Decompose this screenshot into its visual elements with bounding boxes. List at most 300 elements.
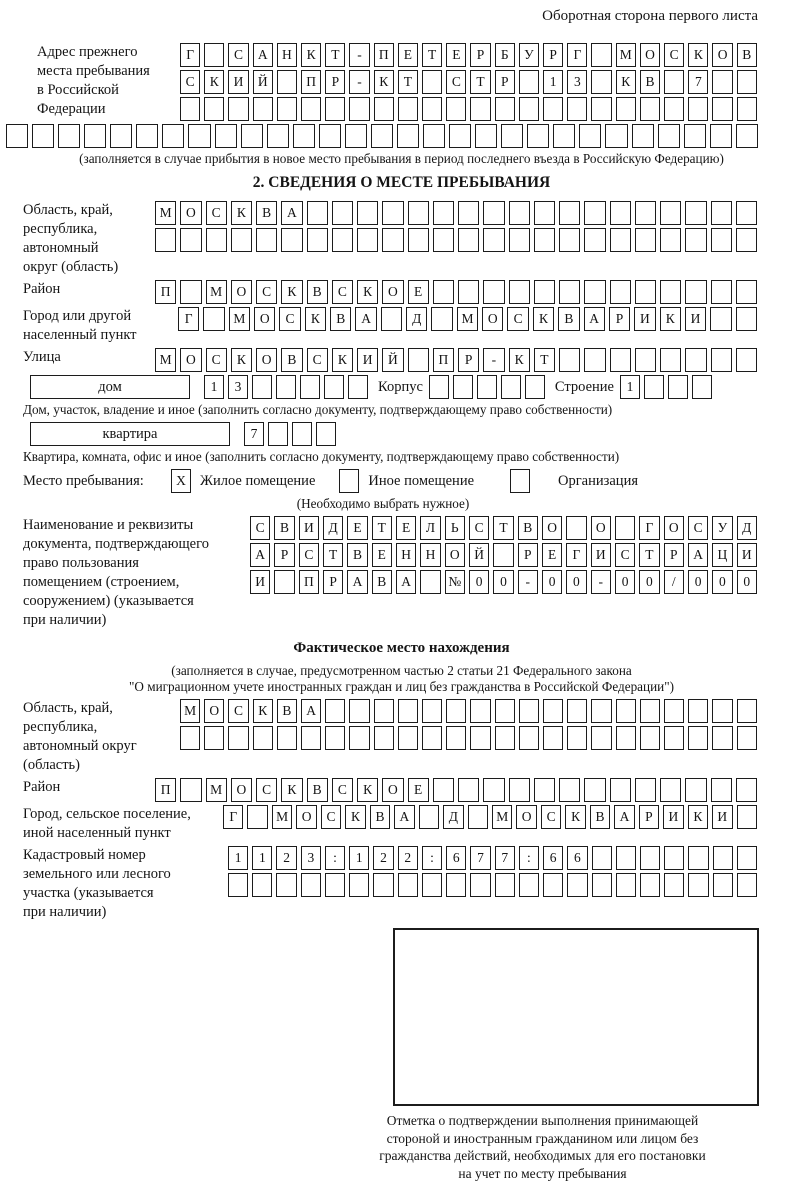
char-box[interactable] <box>559 348 580 372</box>
char-box[interactable]: / <box>664 570 684 594</box>
char-box[interactable]: К <box>253 699 273 723</box>
char-box[interactable]: - <box>483 348 504 372</box>
char-box[interactable]: Р <box>325 70 345 94</box>
char-box[interactable]: Е <box>408 778 429 802</box>
char-box[interactable] <box>635 280 656 304</box>
char-box[interactable] <box>509 778 530 802</box>
char-box[interactable] <box>640 846 660 870</box>
char-box[interactable]: И <box>591 543 611 567</box>
char-box[interactable]: Р <box>458 348 479 372</box>
char-box[interactable]: С <box>228 43 248 67</box>
char-box[interactable]: Д <box>406 307 427 331</box>
char-box[interactable]: О <box>254 307 275 331</box>
char-box[interactable]: Г <box>180 43 200 67</box>
char-box[interactable]: 0 <box>615 570 635 594</box>
char-box[interactable]: И <box>685 307 706 331</box>
char-box[interactable]: О <box>180 348 201 372</box>
char-box[interactable] <box>616 97 636 121</box>
char-box[interactable]: Т <box>534 348 555 372</box>
char-box[interactable]: - <box>591 570 611 594</box>
char-box[interactable] <box>204 43 224 67</box>
char-box[interactable]: С <box>541 805 561 829</box>
char-box[interactable] <box>553 124 575 148</box>
char-box[interactable]: В <box>518 516 538 540</box>
char-box[interactable]: К <box>332 348 353 372</box>
char-box[interactable]: А <box>614 805 634 829</box>
char-box[interactable]: С <box>615 543 635 567</box>
char-box[interactable]: А <box>253 43 273 67</box>
char-box[interactable] <box>433 228 454 252</box>
char-box[interactable] <box>567 699 587 723</box>
char-box[interactable]: Й <box>253 70 273 94</box>
char-box[interactable]: К <box>305 307 326 331</box>
char-box[interactable]: О <box>204 699 224 723</box>
char-box[interactable]: Е <box>446 43 466 67</box>
char-box[interactable] <box>640 726 660 750</box>
char-box[interactable]: 6 <box>543 846 563 870</box>
char-box[interactable]: О <box>445 543 465 567</box>
char-box[interactable]: : <box>519 846 539 870</box>
char-box[interactable] <box>591 726 611 750</box>
char-box[interactable] <box>668 375 688 399</box>
char-box[interactable] <box>559 201 580 225</box>
char-box[interactable] <box>349 699 369 723</box>
char-box[interactable]: А <box>688 543 708 567</box>
char-box[interactable] <box>458 280 479 304</box>
char-box[interactable]: В <box>277 699 297 723</box>
char-box[interactable] <box>180 228 201 252</box>
char-box[interactable] <box>615 516 635 540</box>
char-box[interactable] <box>155 228 176 252</box>
char-box[interactable]: Р <box>518 543 538 567</box>
char-box[interactable] <box>527 124 549 148</box>
char-box[interactable] <box>345 124 367 148</box>
char-box[interactable] <box>398 699 418 723</box>
char-box[interactable] <box>374 97 394 121</box>
char-box[interactable]: И <box>634 307 655 331</box>
char-box[interactable]: С <box>206 201 227 225</box>
actual-city-row[interactable] <box>223 805 757 829</box>
char-box[interactable]: К <box>357 778 378 802</box>
char-box[interactable] <box>711 348 732 372</box>
char-box[interactable] <box>664 70 684 94</box>
char-box[interactable]: К <box>533 307 554 331</box>
char-box[interactable] <box>519 97 539 121</box>
char-box[interactable] <box>495 699 515 723</box>
char-box[interactable]: А <box>301 699 321 723</box>
char-box[interactable]: С <box>664 43 684 67</box>
actual-region-row-2[interactable] <box>180 726 757 750</box>
char-box[interactable]: 0 <box>469 570 489 594</box>
char-box[interactable]: Р <box>274 543 294 567</box>
char-box[interactable] <box>32 124 54 148</box>
char-box[interactable]: 2 <box>276 846 296 870</box>
char-box[interactable] <box>470 726 490 750</box>
char-box[interactable]: Р <box>664 543 684 567</box>
right-document-row-3[interactable] <box>250 570 757 594</box>
char-box[interactable] <box>509 280 530 304</box>
char-box[interactable]: С <box>256 778 277 802</box>
prev-address-row-4[interactable] <box>6 124 758 148</box>
char-box[interactable]: М <box>616 43 636 67</box>
actual-region-row-1[interactable] <box>180 699 757 723</box>
char-box[interactable] <box>610 348 631 372</box>
char-box[interactable]: И <box>712 805 732 829</box>
char-box[interactable] <box>398 97 418 121</box>
char-box[interactable]: С <box>228 699 248 723</box>
region-row-1[interactable] <box>155 201 757 225</box>
korpus-boxes[interactable] <box>429 375 545 399</box>
char-box[interactable] <box>584 778 605 802</box>
char-box[interactable] <box>685 228 706 252</box>
char-box[interactable]: В <box>274 516 294 540</box>
char-box[interactable]: П <box>433 348 454 372</box>
char-box[interactable]: 7 <box>688 70 708 94</box>
char-box[interactable]: В <box>307 280 328 304</box>
char-box[interactable] <box>292 422 312 446</box>
char-box[interactable]: Б <box>495 43 515 67</box>
char-box[interactable] <box>579 124 601 148</box>
char-box[interactable] <box>736 124 758 148</box>
char-box[interactable]: К <box>281 778 302 802</box>
char-box[interactable] <box>422 70 442 94</box>
char-box[interactable]: Н <box>277 43 297 67</box>
char-box[interactable]: И <box>737 543 757 567</box>
char-box[interactable]: С <box>307 348 328 372</box>
char-box[interactable]: 1 <box>252 846 272 870</box>
char-box[interactable] <box>206 228 227 252</box>
char-box[interactable] <box>453 375 473 399</box>
char-box[interactable]: 7 <box>244 422 264 446</box>
char-box[interactable] <box>543 97 563 121</box>
char-box[interactable] <box>519 70 539 94</box>
char-box[interactable] <box>470 97 490 121</box>
char-box[interactable] <box>357 201 378 225</box>
char-box[interactable]: К <box>374 70 394 94</box>
char-box[interactable]: К <box>231 201 252 225</box>
char-box[interactable] <box>231 228 252 252</box>
char-box[interactable]: С <box>469 516 489 540</box>
char-box[interactable]: Т <box>323 543 343 567</box>
char-box[interactable] <box>477 375 497 399</box>
char-box[interactable] <box>658 124 680 148</box>
char-box[interactable] <box>712 726 732 750</box>
stroenie-boxes[interactable] <box>620 375 712 399</box>
city-row[interactable] <box>178 307 757 331</box>
char-box[interactable]: Р <box>495 70 515 94</box>
char-box[interactable] <box>429 375 449 399</box>
char-box[interactable] <box>584 228 605 252</box>
char-box[interactable] <box>736 228 757 252</box>
char-box[interactable]: О <box>231 778 252 802</box>
char-box[interactable] <box>501 124 523 148</box>
char-box[interactable]: М <box>272 805 292 829</box>
char-box[interactable]: 0 <box>566 570 586 594</box>
char-box[interactable]: Д <box>323 516 343 540</box>
char-box[interactable]: 7 <box>470 846 490 870</box>
char-box[interactable]: Т <box>639 543 659 567</box>
char-box[interactable]: Р <box>543 43 563 67</box>
char-box[interactable] <box>660 778 681 802</box>
char-box[interactable] <box>180 726 200 750</box>
char-box[interactable] <box>203 307 224 331</box>
district-row[interactable] <box>155 280 757 304</box>
char-box[interactable] <box>664 97 684 121</box>
char-box[interactable] <box>712 70 732 94</box>
char-box[interactable]: С <box>206 348 227 372</box>
char-box[interactable] <box>610 280 631 304</box>
char-box[interactable]: Г <box>639 516 659 540</box>
char-box[interactable] <box>204 726 224 750</box>
right-document-row-2[interactable] <box>250 543 757 567</box>
char-box[interactable]: А <box>394 805 414 829</box>
char-box[interactable]: 0 <box>688 570 708 594</box>
char-box[interactable] <box>470 873 490 897</box>
char-box[interactable] <box>307 228 328 252</box>
char-box[interactable] <box>616 873 636 897</box>
char-box[interactable] <box>610 778 631 802</box>
char-box[interactable] <box>640 873 660 897</box>
char-box[interactable]: П <box>299 570 319 594</box>
char-box[interactable]: В <box>558 307 579 331</box>
char-box[interactable]: П <box>155 280 176 304</box>
char-box[interactable]: Й <box>469 543 489 567</box>
char-box[interactable]: К <box>616 70 636 94</box>
char-box[interactable] <box>710 124 732 148</box>
char-box[interactable] <box>325 726 345 750</box>
char-box[interactable]: 6 <box>446 846 466 870</box>
char-box[interactable]: Д <box>443 805 463 829</box>
char-box[interactable] <box>180 778 201 802</box>
char-box[interactable] <box>316 422 336 446</box>
char-box[interactable] <box>423 124 445 148</box>
stay-option-other-checkbox[interactable] <box>339 469 359 493</box>
char-box[interactable]: 6 <box>567 846 587 870</box>
char-box[interactable]: В <box>281 348 302 372</box>
char-box[interactable] <box>685 201 706 225</box>
char-box[interactable]: А <box>355 307 376 331</box>
char-box[interactable] <box>483 778 504 802</box>
char-box[interactable]: - <box>518 570 538 594</box>
char-box[interactable]: - <box>349 43 369 67</box>
char-box[interactable] <box>559 778 580 802</box>
char-box[interactable]: О <box>664 516 684 540</box>
region-row-2[interactable] <box>155 228 757 252</box>
char-box[interactable] <box>591 699 611 723</box>
char-box[interactable] <box>325 699 345 723</box>
char-box[interactable] <box>685 348 706 372</box>
char-box[interactable]: С <box>299 543 319 567</box>
char-box[interactable] <box>711 280 732 304</box>
char-box[interactable] <box>458 778 479 802</box>
char-box[interactable] <box>408 348 429 372</box>
char-box[interactable] <box>509 201 530 225</box>
right-document-row-1[interactable] <box>250 516 757 540</box>
char-box[interactable] <box>664 873 684 897</box>
char-box[interactable] <box>398 873 418 897</box>
char-box[interactable] <box>382 201 403 225</box>
char-box[interactable]: 1 <box>228 846 248 870</box>
char-box[interactable]: 1 <box>204 375 224 399</box>
char-box[interactable] <box>664 726 684 750</box>
char-box[interactable]: С <box>688 516 708 540</box>
char-box[interactable] <box>688 699 708 723</box>
char-box[interactable]: Г <box>566 543 586 567</box>
char-box[interactable]: И <box>299 516 319 540</box>
char-box[interactable]: 2 <box>398 846 418 870</box>
char-box[interactable]: Т <box>422 43 442 67</box>
char-box[interactable] <box>566 516 586 540</box>
char-box[interactable] <box>519 873 539 897</box>
char-box[interactable] <box>180 280 201 304</box>
char-box[interactable] <box>256 228 277 252</box>
char-box[interactable] <box>632 124 654 148</box>
char-box[interactable] <box>519 726 539 750</box>
char-box[interactable]: М <box>155 348 176 372</box>
char-box[interactable]: К <box>231 348 252 372</box>
char-box[interactable] <box>276 375 296 399</box>
char-box[interactable]: В <box>640 70 660 94</box>
char-box[interactable] <box>567 97 587 121</box>
char-box[interactable] <box>419 805 439 829</box>
char-box[interactable]: С <box>256 280 277 304</box>
house-number-boxes[interactable] <box>204 375 368 399</box>
char-box[interactable] <box>446 699 466 723</box>
char-box[interactable]: И <box>250 570 270 594</box>
char-box[interactable]: В <box>256 201 277 225</box>
actual-district-row[interactable] <box>155 778 757 802</box>
char-box[interactable] <box>591 97 611 121</box>
char-box[interactable]: М <box>457 307 478 331</box>
char-box[interactable]: К <box>565 805 585 829</box>
char-box[interactable] <box>635 201 656 225</box>
char-box[interactable]: У <box>519 43 539 67</box>
char-box[interactable] <box>276 873 296 897</box>
prev-address-row-1[interactable] <box>180 43 757 67</box>
char-box[interactable] <box>660 228 681 252</box>
char-box[interactable]: 0 <box>639 570 659 594</box>
char-box[interactable] <box>371 124 393 148</box>
char-box[interactable] <box>543 726 563 750</box>
char-box[interactable] <box>325 873 345 897</box>
char-box[interactable] <box>635 348 656 372</box>
char-box[interactable] <box>688 846 708 870</box>
char-box[interactable] <box>525 375 545 399</box>
char-box[interactable]: П <box>374 43 394 67</box>
char-box[interactable] <box>737 726 757 750</box>
cadastral-row-1[interactable] <box>228 846 757 870</box>
char-box[interactable] <box>307 201 328 225</box>
char-box[interactable] <box>610 228 631 252</box>
char-box[interactable] <box>349 873 369 897</box>
char-box[interactable]: : <box>422 846 442 870</box>
char-box[interactable] <box>458 201 479 225</box>
char-box[interactable] <box>274 570 294 594</box>
char-box[interactable]: 0 <box>712 570 732 594</box>
char-box[interactable] <box>422 726 442 750</box>
char-box[interactable]: К <box>688 43 708 67</box>
char-box[interactable] <box>664 699 684 723</box>
char-box[interactable] <box>559 228 580 252</box>
prev-address-row-3[interactable] <box>180 97 757 121</box>
char-box[interactable] <box>277 97 297 121</box>
char-box[interactable] <box>660 280 681 304</box>
char-box[interactable]: С <box>279 307 300 331</box>
char-box[interactable] <box>713 873 733 897</box>
char-box[interactable] <box>357 228 378 252</box>
char-box[interactable]: К <box>204 70 224 94</box>
char-box[interactable]: С <box>332 778 353 802</box>
char-box[interactable]: 1 <box>349 846 369 870</box>
char-box[interactable]: О <box>180 201 201 225</box>
char-box[interactable]: М <box>155 201 176 225</box>
char-box[interactable]: В <box>347 543 367 567</box>
char-box[interactable]: К <box>688 805 708 829</box>
char-box[interactable] <box>644 375 664 399</box>
char-box[interactable]: О <box>542 516 562 540</box>
char-box[interactable] <box>660 201 681 225</box>
char-box[interactable] <box>584 348 605 372</box>
char-box[interactable]: Ц <box>712 543 732 567</box>
char-box[interactable] <box>495 726 515 750</box>
char-box[interactable] <box>277 70 297 94</box>
char-box[interactable] <box>252 375 272 399</box>
apartment-boxes[interactable] <box>244 422 336 446</box>
char-box[interactable] <box>204 97 224 121</box>
char-box[interactable]: Т <box>325 43 345 67</box>
char-box[interactable]: С <box>446 70 466 94</box>
char-box[interactable] <box>253 726 273 750</box>
char-box[interactable] <box>458 228 479 252</box>
char-box[interactable] <box>736 307 757 331</box>
char-box[interactable] <box>543 873 563 897</box>
char-box[interactable]: У <box>712 516 732 540</box>
char-box[interactable] <box>281 228 302 252</box>
char-box[interactable] <box>408 228 429 252</box>
char-box[interactable]: : <box>325 846 345 870</box>
char-box[interactable]: Л <box>420 516 440 540</box>
char-box[interactable] <box>58 124 80 148</box>
char-box[interactable] <box>422 699 442 723</box>
char-box[interactable] <box>422 97 442 121</box>
char-box[interactable]: Е <box>398 43 418 67</box>
char-box[interactable]: П <box>301 70 321 94</box>
char-box[interactable] <box>374 726 394 750</box>
char-box[interactable]: С <box>321 805 341 829</box>
char-box[interactable]: К <box>301 43 321 67</box>
char-box[interactable] <box>616 846 636 870</box>
char-box[interactable] <box>446 97 466 121</box>
char-box[interactable]: И <box>228 70 248 94</box>
char-box[interactable] <box>433 280 454 304</box>
char-box[interactable] <box>468 805 488 829</box>
char-box[interactable]: О <box>482 307 503 331</box>
char-box[interactable]: Р <box>609 307 630 331</box>
char-box[interactable] <box>688 97 708 121</box>
char-box[interactable] <box>534 228 555 252</box>
prev-address-row-2[interactable] <box>180 70 757 94</box>
char-box[interactable] <box>301 873 321 897</box>
char-box[interactable] <box>228 873 248 897</box>
char-box[interactable] <box>605 124 627 148</box>
char-box[interactable]: В <box>330 307 351 331</box>
char-box[interactable]: В <box>370 805 390 829</box>
char-box[interactable] <box>591 43 611 67</box>
char-box[interactable]: А <box>396 570 416 594</box>
char-box[interactable]: М <box>492 805 512 829</box>
char-box[interactable] <box>635 228 656 252</box>
char-box[interactable] <box>635 778 656 802</box>
